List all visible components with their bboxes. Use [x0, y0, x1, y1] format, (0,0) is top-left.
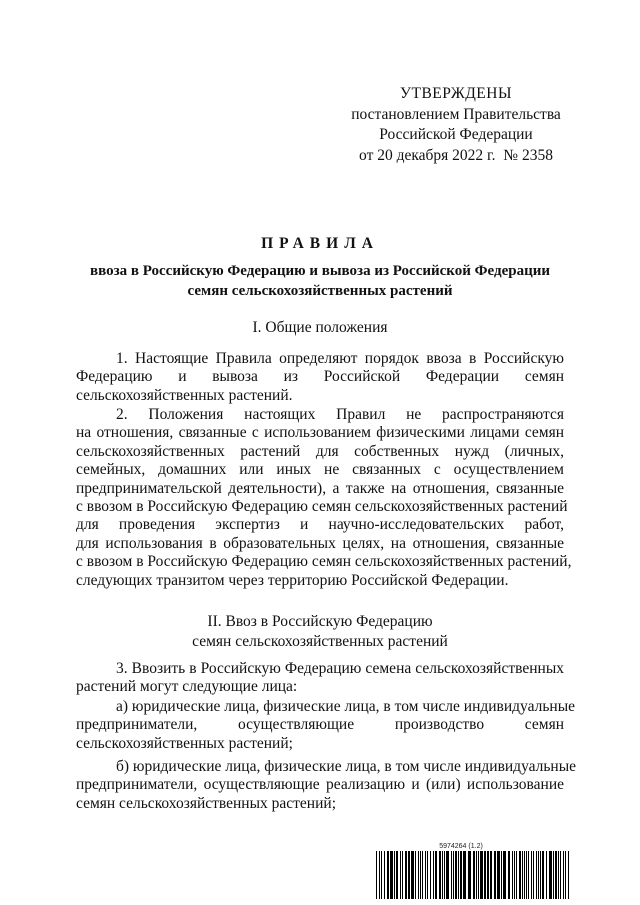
paragraph-2-line: с ввозом в Российскую Федерацию семян сельскохозяйственных растений: [76, 498, 568, 516]
paragraph-1-line: сельскохозяйственных растений.: [76, 386, 293, 404]
document-title-block: [70, 234, 570, 301]
section-2-heading-line-1: II. Ввоз в Российскую Федерацию: [207, 613, 433, 630]
paragraph-2-line: следующих транзитом через территорию Российской Федерации.: [76, 571, 509, 589]
approval-heading: УТВЕРЖДЕНЫ: [400, 85, 512, 102]
paragraph-2-line: для проведения экспертиз и научно-исследовательских работ,: [76, 516, 564, 534]
paragraph-item-a-line: предприниматели, осуществляющие производство семян: [76, 716, 564, 734]
paragraph-2-line: для использования в образовательных целях, на отношения, связанные: [76, 534, 564, 552]
document-title: ПРАВИЛА: [261, 235, 379, 252]
paragraph-3-line: 3. Ввозить в Российскую Федерацию семена сельскохозяйственных: [116, 660, 564, 677]
approval-block: [336, 84, 576, 166]
paragraph-item-a-line: сельскохозяйственных растений;: [76, 734, 293, 752]
paragraph-2-line: с ввозом в Российскую Федерацию семян сельскохозяйственных растений,: [76, 553, 572, 571]
barcode-image: [376, 851, 570, 899]
paragraph-item-a-line: а) юридические лица, физические лица, в том числе индивидуальные: [116, 698, 576, 715]
paragraph-3: [76, 660, 564, 697]
barcode-block: [376, 843, 570, 899]
section-2-heading-line-2: семян сельскохозяйственных растений: [192, 633, 448, 650]
approval-date-line: от 20 декабря 2022 г. № 2358: [359, 146, 553, 164]
paragraph-2-line: семейных, домашних или иных не связанных с осуществлением: [76, 461, 564, 479]
barcode-label: 5974264 (1.2): [439, 843, 483, 850]
paragraph-item-b: [76, 758, 577, 813]
paragraph-2: [76, 406, 572, 590]
section-2-heading: [70, 612, 570, 652]
paragraph-2-line: сельскохозяйственных растений для собственных нужд (личных,: [76, 442, 564, 460]
paragraph-1: [76, 350, 564, 405]
section-1-heading: I. Общие положения: [252, 319, 388, 336]
document-subtitle-line-1: ввоза в Российскую Федерацию и вывоза из Российской Федерации: [90, 263, 550, 279]
paragraph-item-b-line: семян сельскохозяйственных растений;: [76, 794, 336, 812]
approval-line-2: Российской Федерации: [379, 126, 533, 143]
approval-line-1: постановлением Правительства: [351, 105, 561, 123]
paragraph-2-line: 2. Положения настоящих Правил не распространяются: [116, 406, 564, 423]
document-subtitle-line-2: семян сельскохозяйственных растений: [187, 283, 453, 299]
paragraph-3-line: растений могут следующие лица:: [76, 678, 298, 696]
paragraph-item-b-line: предприниматели, осуществляющие реализацию и (или) использование: [76, 776, 564, 794]
paragraph-1-line: Федерацию и вывоза из Российской Федерации семян: [76, 368, 564, 386]
paragraph-2-line: предпринимательской деятельности), а также на отношения, связанные: [76, 479, 564, 497]
paragraph-1-line: 1. Настоящие Правила определяют порядок ввоза в Российскую: [116, 350, 564, 367]
paragraph-item-a: [76, 698, 576, 753]
paragraph-2-line: на отношения, связанные с использованием физическими лицами семян: [76, 424, 564, 442]
paragraph-item-b-line: б) юридические лица, физические лица, в том числе индивидуальные: [116, 758, 577, 775]
